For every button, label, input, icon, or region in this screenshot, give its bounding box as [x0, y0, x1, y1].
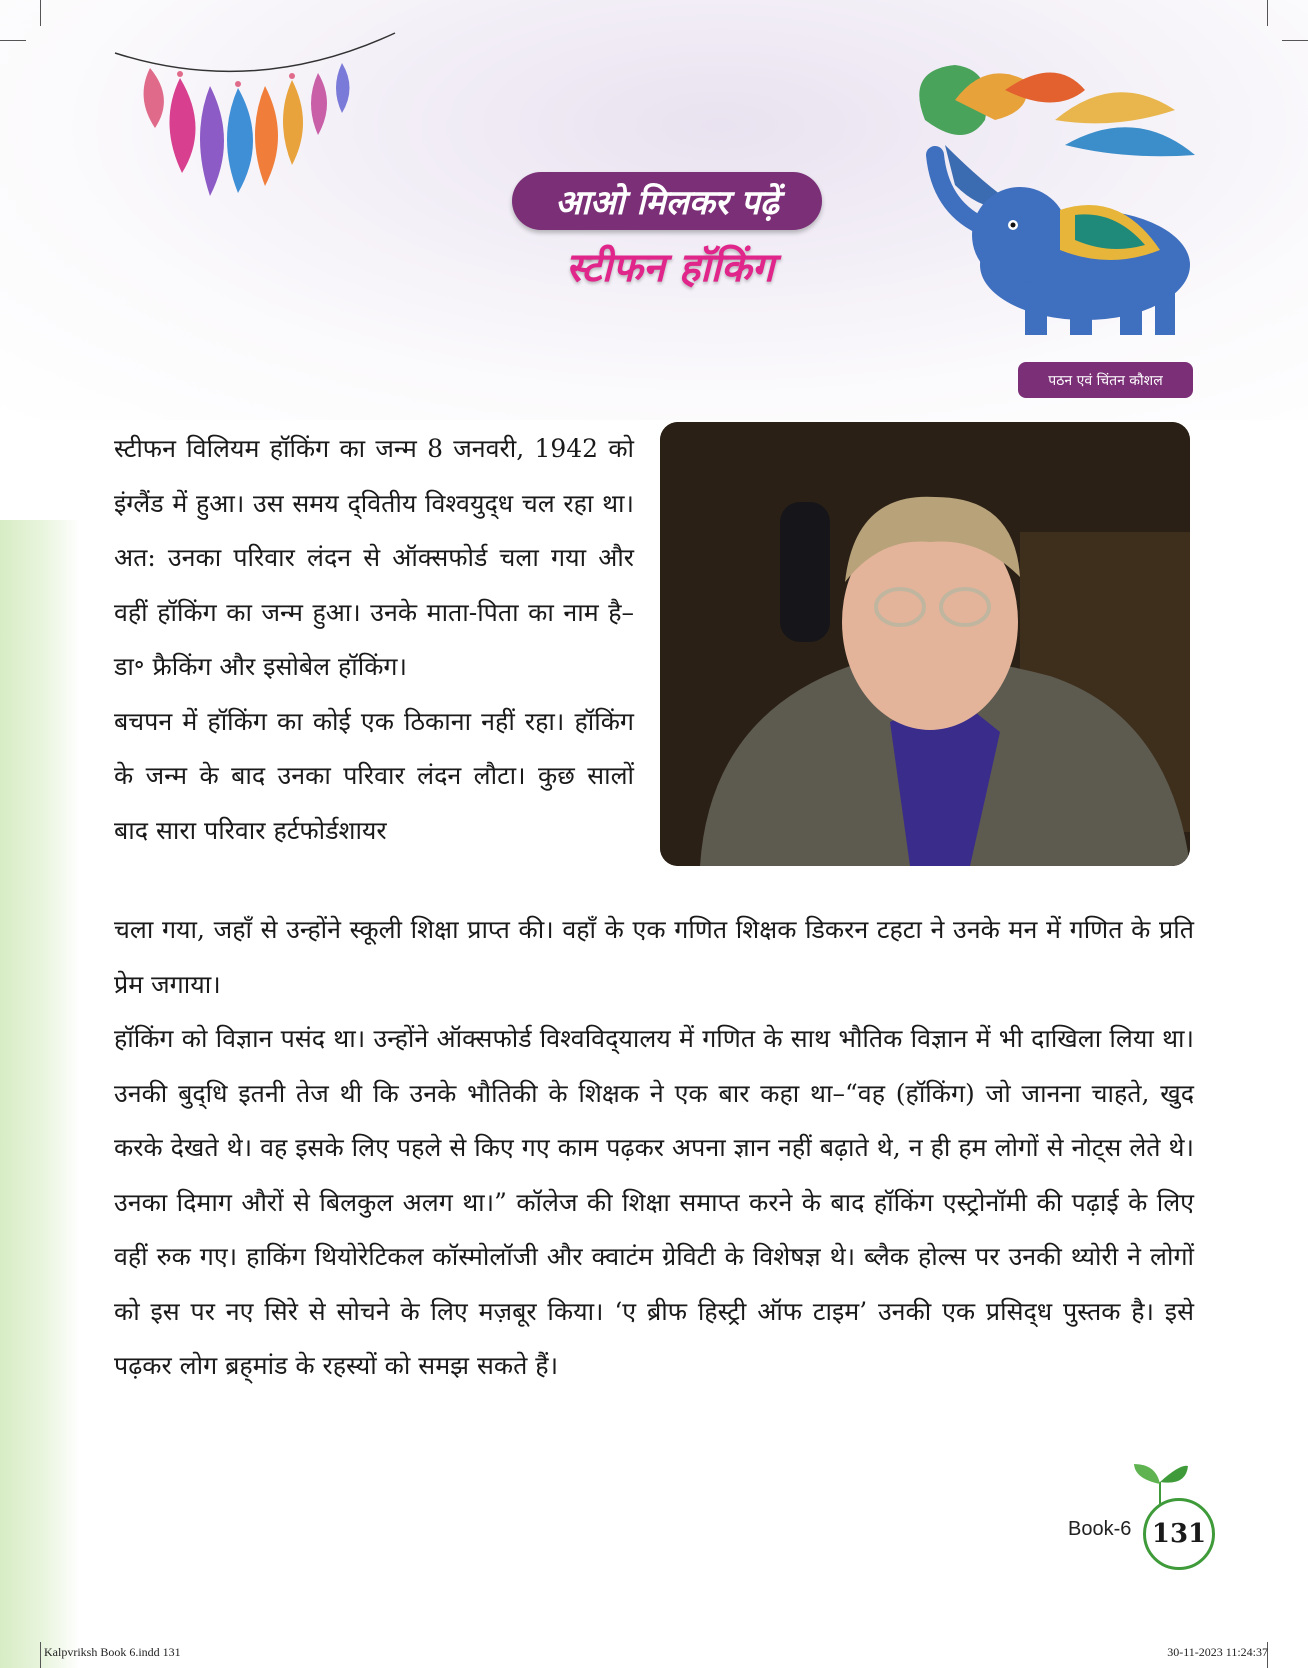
childhood-paragraph-start: बचपन में हॉकिंग का कोई एक ठिकाना नहीं रहा। हॉकिंग के जन्म के बाद उनका परिवार लंदन लौटा। कुछ सालों बाद सारा परिवार हर्टफोर्डशायर: [114, 706, 634, 845]
crop-mark: [0, 40, 26, 41]
book-label: Book-6: [1068, 1518, 1132, 1540]
print-slug-timestamp: 30-11-2023 11:24:37: [1167, 1645, 1268, 1659]
crop-mark: [40, 0, 41, 26]
main-text: [114, 903, 1194, 1394]
section-badge: आओ मिलकर पढ़ें: [512, 172, 822, 230]
crop-mark: [1267, 0, 1268, 26]
intro-text: [114, 422, 634, 858]
portrait-photo: [660, 422, 1190, 866]
science-paragraph: हॉकिंग को विज्ञान पसंद था। उन्होंने ऑक्सफोर्ड विश्वविद्‌यालय में गणित के साथ भौतिक विज्ञान में भी दाखिला लिया था। उनकी बुद्‌धि इतनी तेज थी कि उनके भौतिकी के शिक्षक ने एक बार कहा था–“वह (हॉकिंग) जो जानना चाहते, खुद करके देखते थे। वह इसके लिए पहले से किए गए काम पढ़कर अपना ज्ञान नहीं बढ़ाते थे, न ही हम लोगों से नोट्‌स लेते थे। उनका दिमाग औरों से बिलकुल अलग था।” कॉलेज की शिक्षा समाप्त करने के बाद हॉकिंग एस्ट्रोनॉमी की पढ़ाई के लिए वहीं रुक गए। हाकिंग थियोरेटिकल कॉस्मोलॉजी और क्वाटंम ग्रेविटी के विशेषज्ञ थे। ब्लैक होल्स पर उनकी थ्योरी ने लोगों को इस पर नए सिरे से सोचने के लिए मज़बूर किया। ‘ए ब्रीफ हिस्ट्री ऑफ टाइम’ उनकी एक प्रसिद्‌ध पुस्तक है। इसे पढ़कर लोग ब्रह्‌मांड के रहस्यों को समझ सकते हैं।: [114, 1024, 1194, 1380]
intro-paragraph: स्टीफन विलियम हॉकिंग का जन्म 8 जनवरी, 1942 को इंग्लैंड में हुआ। उस समय द्‌वितीय विश्वयुद्‌ध चल रहा था। अत: उनका परिवार लंदन से ऑक्सफोर्ड चला गया और वहीं हॉकिंग का जन्म हुआ। उनके माता-पिता का नाम है– डा॰ फ्रैकिंग और इसोबेल हॉकिंग।: [114, 434, 634, 681]
print-slug-file: Kalpvriksh Book 6.indd 131: [44, 1645, 181, 1659]
page-title: स्टीफन हॉकिंग: [565, 245, 775, 291]
page-number: 131: [1143, 1498, 1215, 1570]
childhood-paragraph-end: चला गया, जहाँ से उन्होंने स्कूली शिक्षा प्राप्त की। वहाँ के एक गणित शिक्षक डिकरन टहटा ने उनके मन में गणित के प्रति प्रेम जगाया।: [114, 915, 1194, 999]
crop-mark: [40, 1642, 41, 1668]
left-decorative-strip: [0, 520, 80, 1668]
feather-garland-icon: [110, 28, 400, 208]
decorative-elephant-icon: [885, 50, 1225, 340]
crop-mark: [1282, 40, 1308, 41]
skill-badge: पठन एवं चिंतन कौशल: [1018, 362, 1193, 398]
